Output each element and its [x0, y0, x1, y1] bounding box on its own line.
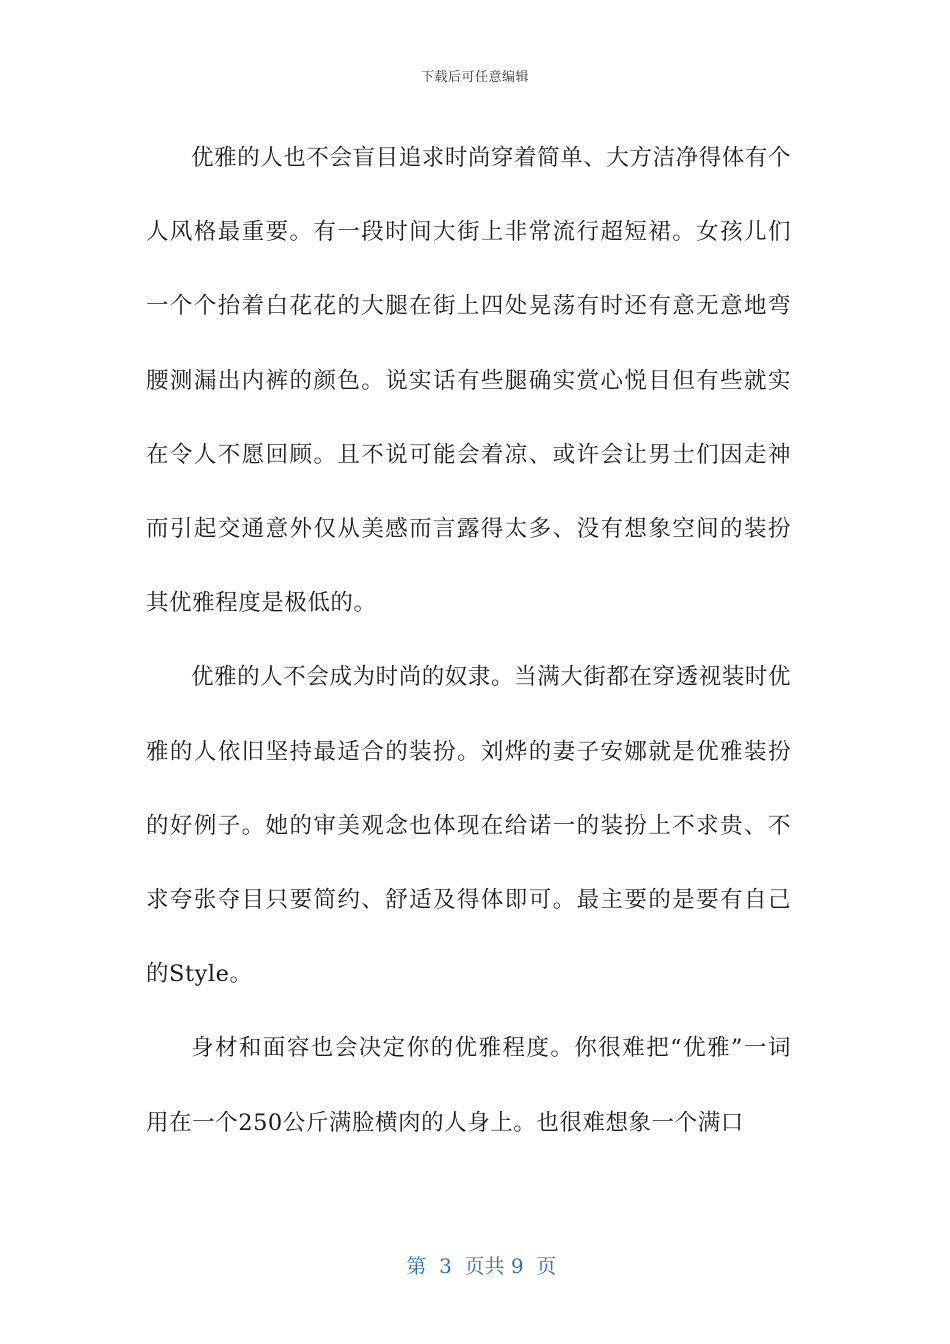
header-note: 下载后可任意编辑: [420, 70, 529, 85]
paragraph-2: 优雅的人不会成为时尚的奴隶。当满大街都在穿透视装时优雅的人依旧坚持最适合的装扮。刘烨的妻子安娜就是优雅装扮的好例子。她的审美观念也体现在给诺一的装扮上不求贵、不求夸张夺目只要简约、舒适及得体即可。最主要的是要有自己的Style。: [146, 664, 791, 988]
paragraph-3: 身材和面容也会决定你的优雅程度。你很难把“优雅”一词用在一个250公斤满脸横肉的人身上。也很难想象一个满口: [146, 1035, 791, 1136]
document-body: [146, 121, 791, 1160]
paragraph-1: 优雅的人也不会盲目追求时尚穿着简单、大方洁净得体有个人风格最重要。有一段时间大街上非常流行超短裙。女孩儿们一个个抬着白花花的大腿在街上四处晃荡有时还有意无意地弯腰测漏出内裤的颜色。说实话有些腿确实赏心悦目但有些就实在令人不愿回顾。且不说可能会着凉、或许会让男士们因走神而引起交通意外仅从美感而言露得太多、没有想象空间的装扮其优雅程度是极低的。: [146, 145, 791, 617]
page-number-label: 第 3 页共 9 页: [406, 1254, 557, 1278]
page-number-footer: [0, 1226, 950, 1279]
